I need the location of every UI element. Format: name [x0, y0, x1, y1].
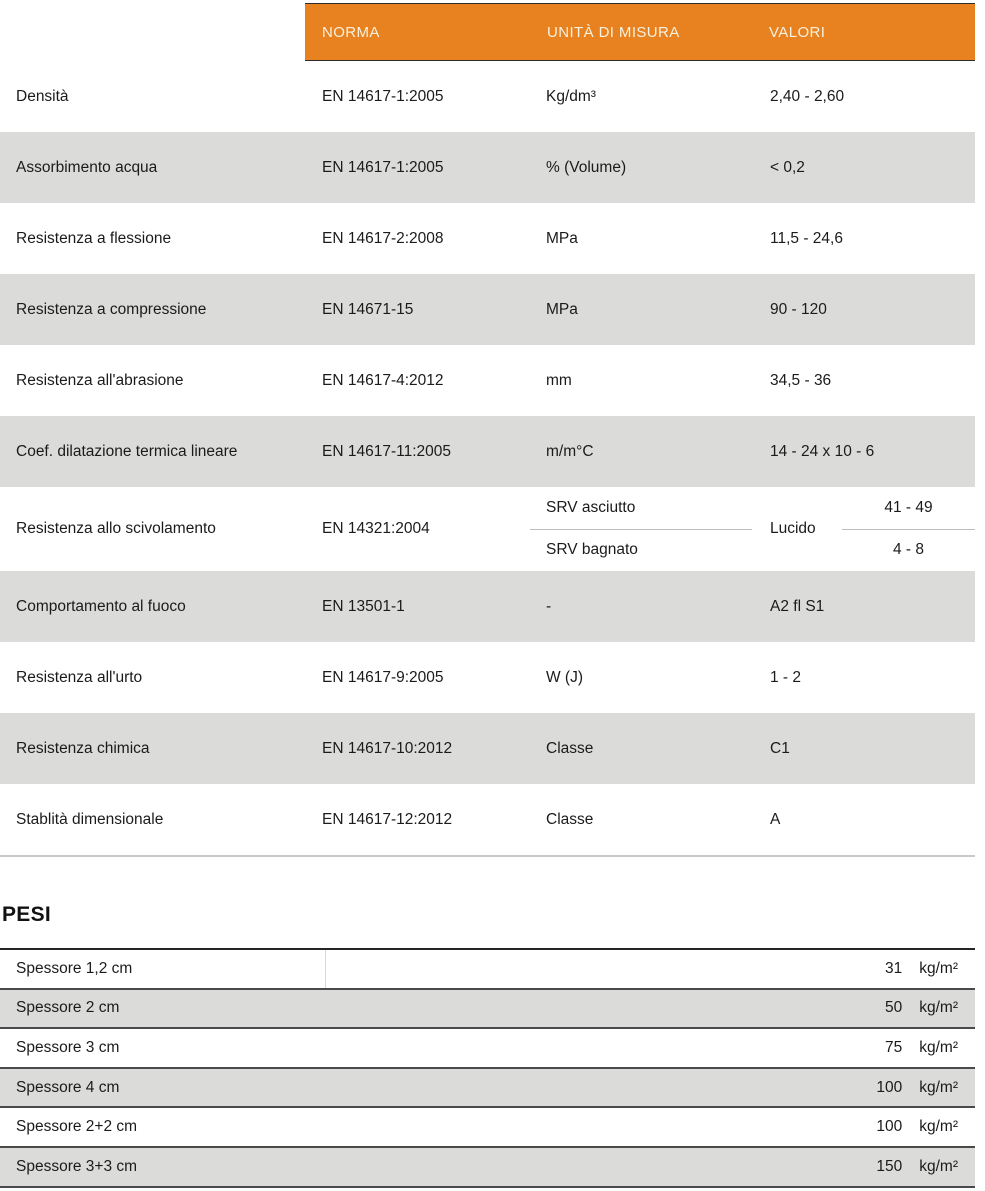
- spec-row-split: [0, 487, 975, 571]
- property-cell: Resistenza a compressione: [16, 300, 207, 318]
- norma-cell: EN 14617-9:2005: [322, 668, 444, 686]
- norma-cell: EN 14617-10:2012: [322, 739, 453, 757]
- norma-cell: EN 14617-4:2012: [322, 371, 444, 389]
- pesi-unit: kg/m²: [919, 959, 958, 977]
- unita-cell: m/m°C: [546, 442, 594, 460]
- header-unita: UNITÀ DI MISURA: [530, 3, 752, 61]
- spec-row: [0, 416, 975, 487]
- pesi-label: Spessore 2+2 cm: [16, 1118, 138, 1136]
- pesi-unit: kg/m²: [919, 1038, 958, 1056]
- pesi-number: 100: [876, 1118, 903, 1136]
- spec-row: [0, 61, 975, 132]
- norma-cell: EN 14617-2:2008: [322, 229, 444, 247]
- valori-cell: A2 fl S1: [770, 597, 825, 615]
- pesi-number: 150: [876, 1157, 903, 1175]
- valori-cell: C1: [770, 739, 790, 757]
- valori-finish-label: Lucido: [770, 520, 816, 537]
- header-norma: NORMA: [305, 3, 530, 61]
- unita-cell: MPa: [546, 229, 578, 247]
- unita-cell: mm: [546, 371, 572, 389]
- valori-cell: 90 - 120: [770, 300, 827, 318]
- pesi-label: Spessore 2 cm: [16, 999, 120, 1017]
- valori-cell: 1 - 2: [770, 668, 802, 686]
- valori-cell: A: [770, 810, 781, 828]
- valori-ranges: [842, 487, 975, 571]
- unita-top: SRV asciutto: [546, 498, 636, 516]
- header-spacer: [0, 3, 305, 61]
- unita-cell: % (Volume): [546, 158, 627, 176]
- unita-cell: MPa: [546, 300, 578, 318]
- pesi-unit: kg/m²: [919, 1118, 958, 1136]
- pesi-label: Spessore 3 cm: [16, 1038, 120, 1056]
- unita-cell: Classe: [546, 810, 594, 828]
- pesi-row: [0, 1148, 975, 1188]
- norma-cell: EN 14617-1:2005: [322, 158, 444, 176]
- unita-cell-split: [530, 487, 752, 571]
- spec-table-header: [0, 3, 975, 61]
- property-cell: Coef. dilatazione termica lineare: [16, 442, 238, 460]
- spec-table-body: [0, 61, 975, 855]
- pesi-unit: kg/m²: [919, 999, 958, 1017]
- spec-row: [0, 784, 975, 855]
- valori-cell: < 0,2: [770, 158, 805, 176]
- unita-bottom: SRV bagnato: [546, 541, 638, 559]
- pesi-unit: kg/m²: [919, 1157, 958, 1175]
- pesi-value: [866, 999, 975, 1017]
- spec-row: [0, 345, 975, 416]
- header-valori: VALORI: [752, 3, 975, 61]
- pesi-number: 50: [885, 999, 903, 1017]
- unita-cell: W (J): [546, 668, 584, 686]
- property-cell: Comportamento al fuoco: [16, 597, 186, 615]
- pesi-value: [866, 1039, 975, 1057]
- norma-cell: EN 14617-12:2012: [322, 810, 453, 828]
- norma-cell: EN 14671-15: [322, 300, 414, 318]
- spec-table: [0, 3, 975, 857]
- property-cell: Resistenza allo scivolamento: [16, 520, 216, 537]
- property-cell: Assorbimento acqua: [16, 158, 158, 176]
- norma-cell: EN 13501-1: [322, 597, 405, 615]
- property-cell: Stablità dimensionale: [16, 810, 164, 828]
- spec-row: [0, 571, 975, 642]
- norma-cell: EN 14617-11:2005: [322, 442, 451, 460]
- pesi-value: [866, 960, 975, 978]
- valori-cell: 11,5 - 24,6: [770, 229, 843, 247]
- pesi-row: [0, 950, 975, 990]
- spec-row: [0, 132, 975, 203]
- pesi-table: [0, 948, 975, 1188]
- spec-row: [0, 642, 975, 713]
- pesi-unit: kg/m²: [919, 1078, 958, 1096]
- property-cell: Resistenza all'abrasione: [16, 371, 184, 389]
- property-cell: Resistenza all'urto: [16, 668, 143, 686]
- property-cell: Resistenza chimica: [16, 739, 150, 757]
- norma-cell: EN 14617-1:2005: [322, 87, 444, 105]
- spec-row: [0, 203, 975, 274]
- valori-bottom: 4 - 8: [892, 541, 924, 559]
- pesi-number: 31: [885, 959, 903, 977]
- pesi-row: [0, 1069, 975, 1109]
- pesi-label: Spessore 1,2 cm: [16, 959, 133, 977]
- unita-cell: Classe: [546, 739, 594, 757]
- pesi-value: [866, 1118, 975, 1136]
- spec-row: [0, 713, 975, 784]
- property-cell: Resistenza a flessione: [16, 229, 172, 247]
- unita-cell: -: [546, 597, 552, 615]
- pesi-row: [0, 1029, 975, 1069]
- valori-cell-split: [752, 487, 975, 571]
- norma-cell: EN 14321:2004: [322, 520, 430, 537]
- valori-cell: 14 - 24 x 10 - 6: [770, 442, 875, 460]
- pesi-number: 100: [876, 1078, 903, 1096]
- valori-cell: 34,5 - 36: [770, 371, 832, 389]
- valori-cell: 2,40 - 2,60: [770, 87, 845, 105]
- pesi-value: [866, 1158, 975, 1176]
- spec-row: [0, 274, 975, 345]
- pesi-number: 75: [885, 1038, 903, 1056]
- valori-top: 41 - 49: [884, 498, 933, 516]
- pesi-label: Spessore 3+3 cm: [16, 1157, 138, 1175]
- spec-sheet: [0, 3, 985, 1191]
- property-cell: Densità: [16, 87, 69, 105]
- pesi-value: [866, 1079, 975, 1097]
- pesi-row: [0, 1108, 975, 1148]
- pesi-title: PESI: [2, 903, 52, 926]
- unita-cell: Kg/dm³: [546, 87, 596, 105]
- pesi-row: [0, 990, 975, 1030]
- pesi-label: Spessore 4 cm: [16, 1078, 120, 1096]
